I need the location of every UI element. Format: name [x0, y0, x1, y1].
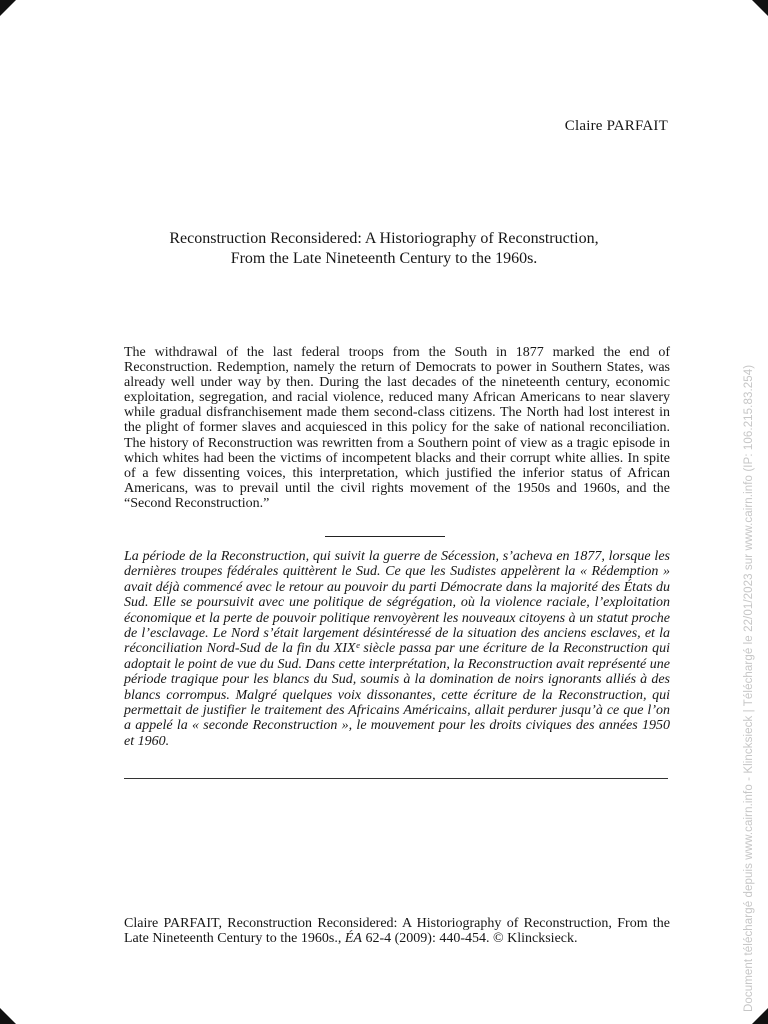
article-title-line-1: Reconstruction Reconsidered: A Historiography of Reconstruction, — [169, 230, 599, 247]
article-title — [100, 229, 668, 269]
download-watermark: Document téléchargé depuis www.cairn.info - Klincksieck | Téléchargé le 22/01/2023 sur www.cairn.info (IP: 106.215.83.254) — [743, 364, 755, 1012]
citation-lead: Claire PARFAIT, Reconstruction Reconsidered: A Historiography of Reconstruction, From the Late Nineteenth Century to the 1960s., — [124, 916, 670, 946]
author-name: Claire PARFAIT — [564, 118, 668, 134]
corner-mark-top-left — [0, 0, 16, 16]
abstract-bottom-rule — [124, 778, 668, 779]
citation-journal: ÉA — [344, 931, 362, 946]
corner-mark-bottom-left — [0, 1008, 16, 1024]
abstract-french: La période de la Reconstruction, qui suivit la guerre de Sécession, s’acheva en 1877, lorsque les dernières troupes fédérales quittèrent le Sud. Ce que les Sudistes appelèrent la « Rédemption » avait déjà commencé avec le retour au pouvoir du parti Démocrate dans la majorité des États du Sud. Elle se poursuivit avec une politique de ségrégation, où la violence raciale, l’exploitation économique et la perte de pouvoir politique renvoyèrent les nouveaux citoyens à un statut proche de l’esclavage. Le Nord s’était largement désintéressé de la situation des anciens esclaves, et la réconciliation Nord-Sud de la fin du XIXᵉ siècle passa par une écriture de la Reconstruction qui adoptait le point de vue du Sud. Dans cette interprétation, la Reconstruction avait représenté une période tragique pour les blancs du Sud, soumis à la domination de noirs ignorants alliés à des blancs corrompus. Malgré quelques voix dissonantes, cette écriture de la Reconstruction, qui permettait de justifier le traitement des Africains Américains, allait perdurer jusqu’à ce que l’on a appelé la « seconde Reconstruction », le mouvement pour les droits civiques des années 1950 et 1960. — [124, 549, 670, 749]
corner-mark-top-right — [752, 0, 768, 16]
citation-tail: 62-4 (2009): 440-454. © Klincksieck. — [361, 931, 578, 946]
citation — [124, 916, 670, 946]
abstract-english: The withdrawal of the last federal troops from the South in 1877 marked the end of Reconstruction. Redemption, namely the return of Democrats to power in Southern States, was already well under way by then. During the last decades of the nineteenth century, economic exploitation, segregation, and racial violence, reduced many African Americans to near slavery while gradual disfranchisement made them second-class citizens. The North had lost interest in the plight of former slaves and acquiesced in this policy for the sake of national reconciliation. The history of Reconstruction was rewritten from a Southern point of view as a tragic episode in which whites had been the victims of incompetent blacks and their corrupt white allies. In spite of a few dissenting voices, this interpretation, which justified the inferior status of African Americans, was to prevail until the civil rights movement of the 1950s and 1960s, and the “Second Reconstruction.” — [124, 345, 670, 511]
article-title-line-2: From the Late Nineteenth Century to the 1960s. — [230, 250, 538, 267]
separator-rule — [325, 536, 445, 537]
